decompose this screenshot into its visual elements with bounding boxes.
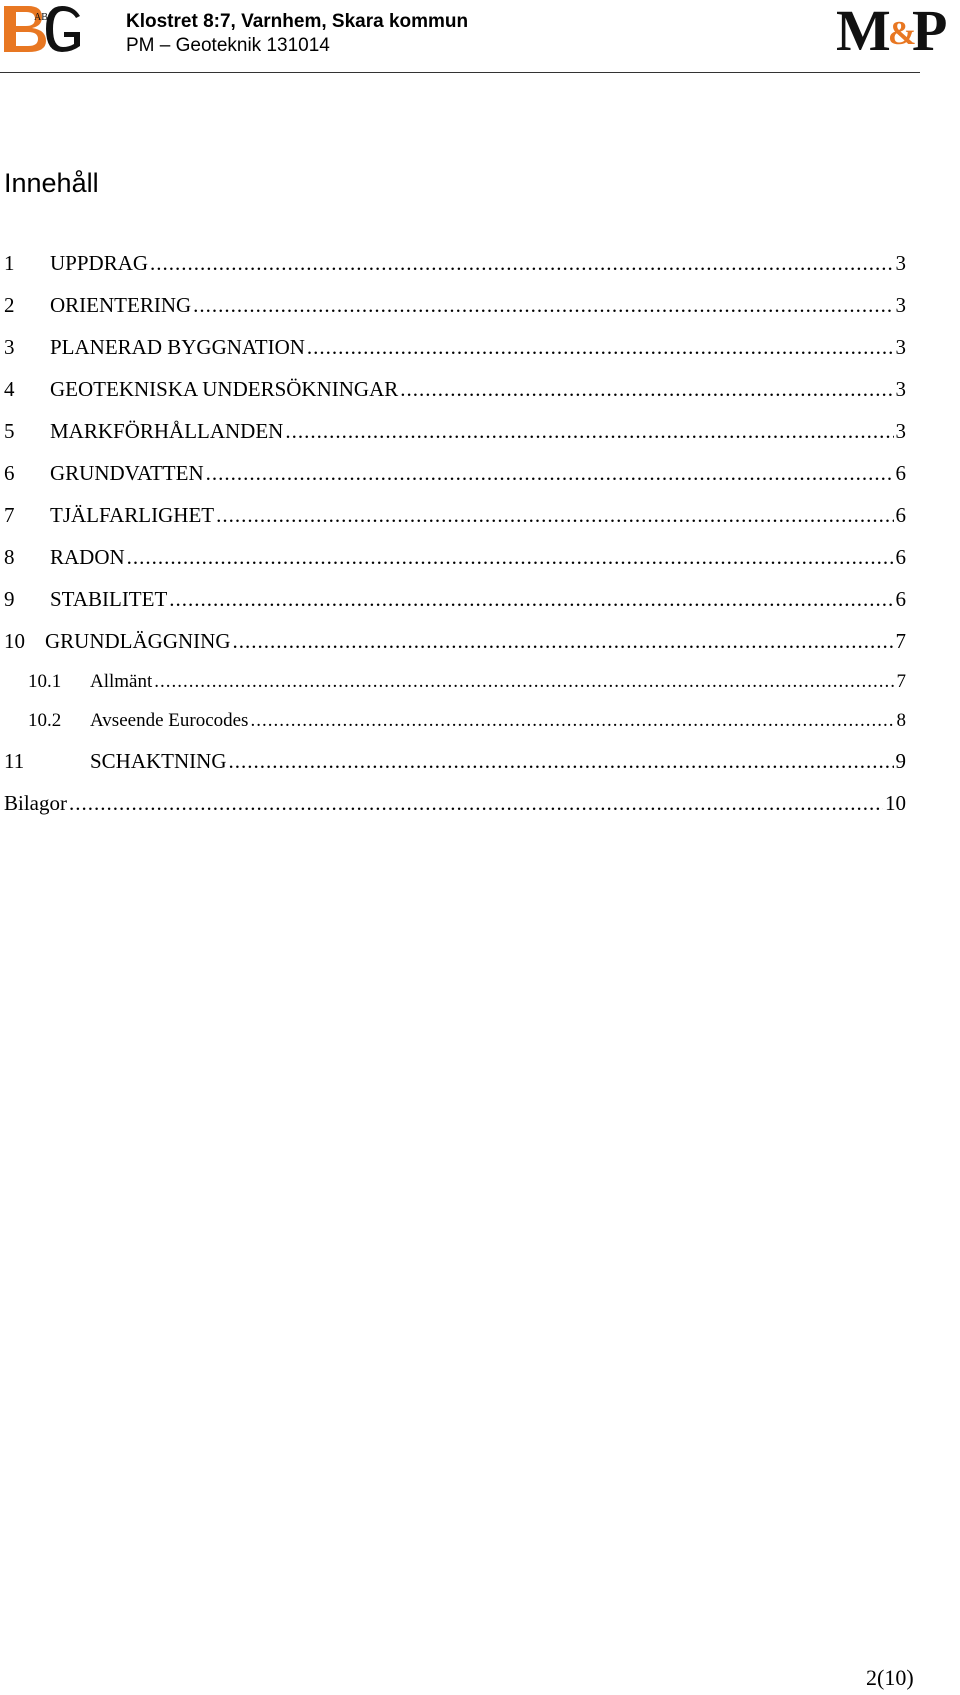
toc-leader [307,335,894,360]
toc-title: GRUNDVATTEN [50,461,204,485]
toc-title: RADON [50,545,125,569]
toc-page: 6 [895,461,906,485]
document-subtitle: PM – Geoteknik 131014 [126,35,330,56]
toc-entry-9[interactable] [4,587,906,629]
toc-page: 6 [895,503,906,527]
toc-entry-bilagor[interactable] [4,791,906,833]
toc-leader [193,293,893,318]
header-text [126,10,468,58]
toc-number: 10.1 [28,671,62,692]
toc-entry-10-2[interactable] [4,710,906,749]
toc-title: GRUNDLÄGGNING [45,629,231,653]
toc-number: 8 [4,545,15,569]
toc-page: 3 [895,377,906,401]
document-title: Klostret 8:7, Varnhem, Skara kommun [126,11,469,32]
page-number: 2(10) [866,1665,914,1690]
mp-logo [834,0,960,58]
toc-page: 8 [896,710,906,731]
toc-number: 1 [4,251,15,275]
toc-leader [229,749,894,774]
svg-text:AB: AB [34,12,48,23]
toc-page: 6 [895,587,906,611]
bg-logo [4,2,86,56]
toc-page: 3 [895,293,906,317]
toc-page: 10 [885,791,906,815]
toc-entry-3[interactable] [4,335,906,377]
page-header [0,0,948,73]
toc-leader [169,587,893,612]
toc-entry-5[interactable] [4,419,906,461]
toc-title: TJÄLFARLIGHET [50,503,215,527]
toc-number: 11 [4,749,25,773]
toc-number: 10 [4,629,25,653]
toc-page: 7 [896,671,906,692]
toc-leader [285,419,893,444]
toc-page: 7 [895,629,906,653]
toc-page: 3 [895,419,906,443]
toc-entry-2[interactable] [4,293,906,335]
toc-title: PLANERAD BYGGNATION [50,335,305,359]
toc-number: 10.2 [28,710,62,731]
toc-entry-11[interactable] [4,749,906,791]
svg-text:&: & [888,15,917,52]
toc-page: 6 [895,545,906,569]
toc-leader [400,377,893,402]
toc-leader [154,671,894,693]
toc-leader [250,710,894,732]
toc-entry-6[interactable] [4,461,906,503]
toc-title: Bilagor [4,791,67,815]
toc-title: Allmänt [90,671,153,692]
toc-page: 3 [895,335,906,359]
toc-number: 3 [4,335,15,359]
toc-number: 9 [4,587,15,611]
toc-number: 4 [4,377,15,401]
toc-leader [216,503,893,528]
toc-entry-4[interactable] [4,377,906,419]
table-of-contents [4,251,906,833]
toc-entry-7[interactable] [4,503,906,545]
toc-leader [150,251,893,276]
toc-entry-10[interactable] [4,629,906,671]
toc-title: ORIENTERING [50,293,192,317]
toc-entry-10-1[interactable] [4,671,906,710]
toc-title: GEOTEKNISKA UNDERSÖKNINGAR [50,377,399,401]
toc-number: 5 [4,419,15,443]
toc-title: UPPDRAG [50,251,149,275]
toc-heading: Innehåll [4,168,99,198]
toc-leader [69,791,883,816]
toc-number: 6 [4,461,15,485]
toc-entry-1[interactable] [4,251,906,293]
toc-leader [206,461,894,486]
toc-entry-8[interactable] [4,545,906,587]
toc-number: 7 [4,503,15,527]
toc-leader [127,545,894,570]
toc-number: 2 [4,293,15,317]
svg-text:M: M [836,0,891,58]
svg-text:P: P [912,0,948,58]
toc-title: SCHAKTNING [90,749,227,773]
toc-leader [232,629,893,654]
toc-title: Avseende Eurocodes [90,710,249,731]
toc-page: 3 [895,251,906,275]
toc-title: STABILITET [50,587,168,611]
toc-page: 9 [895,749,906,773]
toc-title: MARKFÖRHÅLLANDEN [50,419,284,443]
